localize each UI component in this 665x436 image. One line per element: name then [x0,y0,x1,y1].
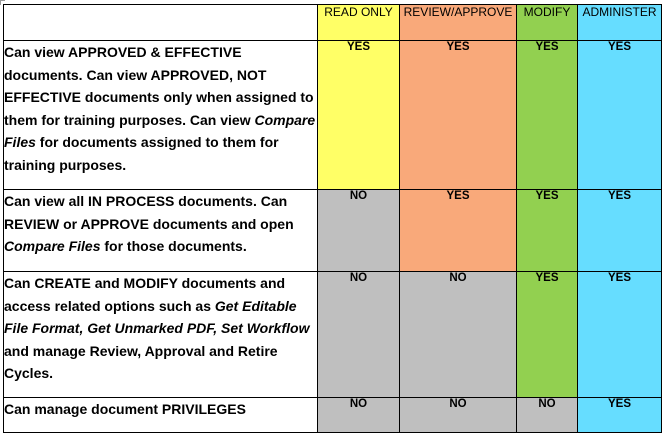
description-text: for those documents. [100,238,247,254]
value-administer: YES [578,398,662,433]
value-administer: YES [578,272,662,398]
value-modify: YES [517,190,578,272]
description-text: and manage Review, Approval and Retire Cycles. [4,342,278,381]
description-italic-text: Compare Files [4,238,101,254]
header-read-only: READ ONLY [318,5,400,41]
row-description [4,190,318,272]
header-review-approve: REVIEW/APPROVE [400,5,517,41]
value-review-approve: YES [400,41,517,190]
header-row [4,5,662,41]
description-text: Can CREATE and MODIFY documents and access related options such as [4,275,286,314]
blank-header-cell [4,5,318,41]
description-text: for documents assigned to them for training purposes. [4,134,279,173]
description-italic-text: Get Editable File Format, Get Unmarked PDF, Set Workflow [4,297,310,336]
value-modify: YES [517,41,578,190]
value-read-only: NO [318,272,400,398]
value-modify: NO [517,398,578,433]
table-row [4,398,662,433]
value-review-approve: YES [400,190,517,272]
description-text: Can view APPROVED & EFFECTIVE documents. Can view APPROVED, NOT EFFECTIVE documents only when assigned to them for training purposes. Can view [4,44,314,128]
value-modify: YES [517,272,578,398]
value-review-approve: NO [400,272,517,398]
value-administer: YES [578,41,662,190]
header-administer: ADMINISTER [578,5,662,41]
value-read-only: NO [318,398,400,433]
table-row [4,190,662,272]
table-row [4,272,662,398]
table-row [4,41,662,190]
row-description [4,398,318,433]
row-description [4,272,318,398]
value-read-only: YES [318,41,400,190]
description-italic-text: Compare Files [4,111,316,150]
header-modify: MODIFY [517,5,578,41]
row-description [4,41,318,190]
description-text: Can manage document PRIVILEGES [4,401,246,417]
permissions-table [3,4,662,433]
value-administer: YES [578,190,662,272]
value-read-only: NO [318,190,400,272]
value-review-approve: NO [400,398,517,433]
description-text: Can view all IN PROCESS documents. Can REVIEW or APPROVE documents and open [4,193,294,232]
